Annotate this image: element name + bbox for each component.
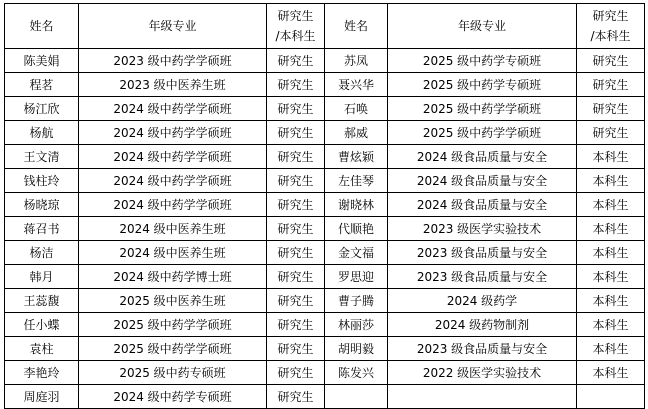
student-name-left: 杨晓琼 (5, 193, 79, 217)
student-name-right: 曹子腾 (325, 289, 388, 313)
student-name-left: 杨航 (5, 121, 79, 145)
table-row (5, 313, 645, 337)
student-name-left: 任小蝶 (5, 313, 79, 337)
student-name-right: 石唤 (325, 97, 388, 121)
level-left: 研究生 (267, 361, 325, 385)
header-grade-major-left: 年级专业 (79, 4, 267, 49)
level-right: 本科生 (577, 361, 645, 385)
table-row (5, 241, 645, 265)
header-row (5, 4, 645, 49)
table-row (5, 121, 645, 145)
grade-major-left: 2025 级中药学学硕班 (79, 313, 267, 337)
level-left: 研究生 (267, 169, 325, 193)
student-name-right: 代顺艳 (325, 217, 388, 241)
table-row (5, 289, 645, 313)
level-right: 本科生 (577, 193, 645, 217)
level-left: 研究生 (267, 97, 325, 121)
level-right: 研究生 (577, 73, 645, 97)
table-row (5, 49, 645, 73)
student-name-left: 袁柱 (5, 337, 79, 361)
level-right: 研究生 (577, 97, 645, 121)
grade-major-left: 2024 级中医养生班 (79, 217, 267, 241)
table-row (5, 73, 645, 97)
level-right: 研究生 (577, 121, 645, 145)
level-right: 本科生 (577, 289, 645, 313)
student-table (4, 3, 645, 409)
student-name-left: 钱柱玲 (5, 169, 79, 193)
header-level-line2: /本科生 (590, 29, 631, 43)
grade-major-left: 2024 级中药学学硕班 (79, 145, 267, 169)
student-name-right: 郝威 (325, 121, 388, 145)
table-row (5, 193, 645, 217)
student-name-left: 周庭羽 (5, 385, 79, 409)
student-name-right (325, 385, 388, 409)
grade-major-left: 2024 级中医养生班 (79, 241, 267, 265)
grade-major-right: 2025 级中药学专硕班 (388, 49, 577, 73)
level-right: 本科生 (577, 337, 645, 361)
table-row (5, 217, 645, 241)
student-name-left: 韩月 (5, 265, 79, 289)
student-name-left: 杨洁 (5, 241, 79, 265)
grade-major-right: 2024 级食品质量与安全 (388, 169, 577, 193)
table-row (5, 361, 645, 385)
header-name-right: 姓名 (325, 4, 388, 49)
level-left: 研究生 (267, 121, 325, 145)
header-level-line1: 研究生 (592, 9, 629, 23)
level-right: 本科生 (577, 265, 645, 289)
grade-major-right: 2023 级食品质量与安全 (388, 241, 577, 265)
table-row (5, 265, 645, 289)
level-right: 本科生 (577, 217, 645, 241)
grade-major-right: 2023 级医学实验技术 (388, 217, 577, 241)
grade-major-left: 2025 级中药专硕班 (79, 361, 267, 385)
student-name-right: 林丽莎 (325, 313, 388, 337)
grade-major-left: 2025 级中药学学硕班 (79, 337, 267, 361)
level-right: 本科生 (577, 313, 645, 337)
student-name-left: 程茗 (5, 73, 79, 97)
grade-major-right: 2025 级中药学专硕班 (388, 73, 577, 97)
header-level-line2: /本科生 (275, 29, 316, 43)
grade-major-right: 2025 级中药学学硕班 (388, 121, 577, 145)
student-name-right: 陈发兴 (325, 361, 388, 385)
grade-major-right: 2024 级药物制剂 (388, 313, 577, 337)
grade-major-right: 2022 级医学实验技术 (388, 361, 577, 385)
grade-major-right: 2023 级食品质量与安全 (388, 337, 577, 361)
level-left: 研究生 (267, 385, 325, 409)
table-body (5, 4, 645, 409)
level-left: 研究生 (267, 145, 325, 169)
grade-major-left: 2024 级中药学学硕班 (79, 97, 267, 121)
grade-major-left: 2024 级中药学学硕班 (79, 169, 267, 193)
level-left: 研究生 (267, 265, 325, 289)
level-right (577, 385, 645, 409)
student-name-right: 金文福 (325, 241, 388, 265)
grade-major-left: 2024 级中药学博士班 (79, 265, 267, 289)
header-level-line1: 研究生 (277, 9, 314, 23)
level-left: 研究生 (267, 289, 325, 313)
table-row (5, 169, 645, 193)
student-name-right: 左佳琴 (325, 169, 388, 193)
level-left: 研究生 (267, 313, 325, 337)
grade-major-left: 2024 级中药学专硕班 (79, 385, 267, 409)
header-name-left: 姓名 (5, 4, 79, 49)
level-right: 本科生 (577, 241, 645, 265)
header-grade-major-right: 年级专业 (388, 4, 577, 49)
grade-major-left: 2023 级中医养生班 (79, 73, 267, 97)
grade-major-left: 2024 级中药学学硕班 (79, 193, 267, 217)
student-name-left: 王蕊馥 (5, 289, 79, 313)
student-name-right: 聂兴华 (325, 73, 388, 97)
table-row (5, 385, 645, 409)
student-name-right: 苏凤 (325, 49, 388, 73)
student-name-right: 胡明毅 (325, 337, 388, 361)
level-left: 研究生 (267, 241, 325, 265)
header-level-left (267, 4, 325, 49)
table-row (5, 97, 645, 121)
table-row (5, 337, 645, 361)
student-name-left: 蒋召书 (5, 217, 79, 241)
grade-major-left: 2023 级中药学学硕班 (79, 49, 267, 73)
level-left: 研究生 (267, 193, 325, 217)
table-row (5, 145, 645, 169)
grade-major-right: 2025 级中药学学硕班 (388, 97, 577, 121)
grade-major-right (388, 385, 577, 409)
student-name-right: 曹炫颖 (325, 145, 388, 169)
student-name-left: 杨江欣 (5, 97, 79, 121)
level-left: 研究生 (267, 73, 325, 97)
level-left: 研究生 (267, 217, 325, 241)
grade-major-right: 2023 级食品质量与安全 (388, 265, 577, 289)
level-left: 研究生 (267, 49, 325, 73)
student-name-right: 谢晓林 (325, 193, 388, 217)
header-level-right (577, 4, 645, 49)
student-name-left: 李艳玲 (5, 361, 79, 385)
student-name-left: 陈美娟 (5, 49, 79, 73)
grade-major-right: 2024 级药学 (388, 289, 577, 313)
grade-major-left: 2025 级中医养生班 (79, 289, 267, 313)
grade-major-right: 2024 级食品质量与安全 (388, 193, 577, 217)
level-right: 本科生 (577, 169, 645, 193)
level-right: 本科生 (577, 145, 645, 169)
grade-major-left: 2024 级中药学学硕班 (79, 121, 267, 145)
level-left: 研究生 (267, 337, 325, 361)
student-name-right: 罗思迎 (325, 265, 388, 289)
grade-major-right: 2024 级食品质量与安全 (388, 145, 577, 169)
level-right: 研究生 (577, 49, 645, 73)
student-name-left: 王文清 (5, 145, 79, 169)
